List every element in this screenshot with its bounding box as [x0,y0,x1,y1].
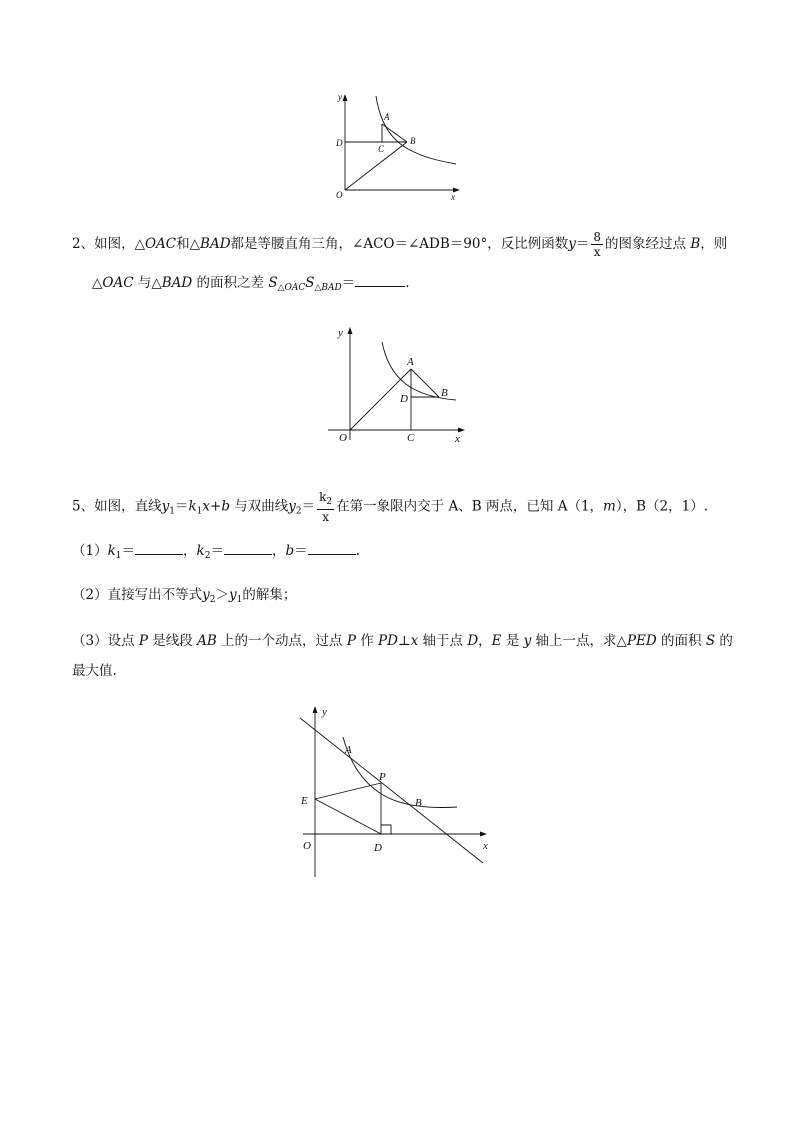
q2-var: OAC [144,236,177,252]
q2-text: △ [151,275,162,291]
label-E: E [301,795,308,807]
label-C: C [407,432,415,444]
q5-text: 轴于点 [418,633,468,649]
hyperbola [376,96,456,164]
q5-text: ＝ [301,498,316,515]
q5-text: 的解集； [242,587,297,603]
q5-text: ），B（2，1）. [615,498,708,515]
q5-part-2 [72,585,296,610]
label-A: A [384,112,390,122]
q5-text: 轴上一点，求△ [531,633,627,649]
q2-text: 和 [176,236,190,252]
q2-text: 与 [133,275,152,291]
label-y: y [322,706,327,718]
q2-text: . [405,275,410,291]
q5-var: x+b [202,498,230,515]
q5-text: ＞ [215,587,229,603]
q5-sub: 1 [169,506,175,517]
q5-var: y [161,498,170,515]
q2-angle: ∠ACO＝∠ADB＝90° [352,236,488,252]
label-C: C [378,144,385,154]
q2-sub: △OAC [277,283,306,293]
q5-part-3-line-2 [72,661,117,681]
q5-text: . [355,543,360,559]
q5-text: 5、如图，直线 [72,498,162,515]
q2-text: △ [189,236,201,252]
numerator-k: k [319,490,327,504]
fraction-denominator: x [593,245,601,259]
q5-sub: 2 [209,595,216,605]
figure-2 [322,322,472,450]
fraction-numerator: 8 [593,230,602,244]
label-O: O [303,840,311,852]
q5-text: 在第一象限内交于 A、B 两点，已知 A（1， [336,498,604,515]
line-AB [300,718,483,863]
q5-var: AB [197,633,217,649]
q5-var: P [346,633,356,649]
q5-var: P [138,633,148,649]
q2-text: ，则 [700,236,728,252]
q2-text: 都是等腰直角三角， [230,236,353,252]
q2-text: 2、如图， [72,236,135,252]
q5-var: E [491,633,502,649]
label-x: x [451,192,455,202]
q5-text: 的 [715,633,733,649]
q5-text: 与双曲线 [229,498,289,515]
q5-sub: 2 [295,506,302,517]
q5-var: m [603,498,616,515]
q5-var: k [188,498,197,515]
label-O: O [336,190,343,200]
q2-var: S [268,275,278,291]
q5-text: ＝ [174,498,189,515]
q5-text: ， [478,633,492,649]
q5-var: PD⊥x [378,633,419,649]
figure-1 [320,88,470,206]
fraction-8-over-x [591,230,603,259]
q5-sub: 1 [236,595,243,605]
answer-blank-k1[interactable] [135,542,183,555]
q5-text: ， [271,543,286,559]
q5-var: y [228,587,237,603]
answer-blank-k2[interactable] [224,542,272,555]
q2-text: 的图象经过点 [605,236,691,252]
q2-line-1 [72,230,727,259]
q2-text: △ [92,275,103,291]
label-A: A [345,744,352,756]
q5-sub: 1 [115,551,122,561]
q2-text: ＝ [341,275,356,291]
q2-text: ＝ [575,236,590,252]
q5-text: ＝ [294,543,308,559]
label-x: x [483,840,488,852]
q2-var: OAC [102,275,134,291]
q2-text: ，反比例函数 [487,236,569,252]
label-x: x [455,433,460,445]
q2-text: 的面积之差 [192,275,269,291]
label-y: y [338,92,342,102]
q5-sub: 2 [204,551,211,561]
label-P: P [379,771,386,783]
q5-var: y [202,587,210,603]
answer-blank-b[interactable] [308,542,356,555]
q5-var: y [523,633,532,649]
q5-text: （1） [72,543,108,559]
label-D: D [374,842,382,854]
q5-var: D [467,633,479,649]
q5-text: 的面积 [656,633,706,649]
q5-text: ＝ [121,543,136,559]
q5-stem [72,490,708,524]
q2-text: △ [134,236,145,252]
q2-var: y [568,236,576,252]
figure-3 [295,703,495,883]
label-B: B [441,387,448,399]
q5-sub: 1 [196,506,203,517]
q5-var: y [288,498,296,515]
q5-var: S [705,633,716,649]
label-B: B [415,797,422,809]
q2-var: BAD [200,236,231,252]
fraction-denominator: x [322,510,330,524]
label-B: B [410,136,416,146]
q5-text: 是线段 [147,633,198,649]
q2-var: BAD [161,275,193,291]
q5-text: 是 [501,633,524,649]
label-O: O [339,432,347,444]
fraction-k2-over-x [317,490,334,524]
fraction-numerator [317,490,334,510]
q5-part-1 [72,541,360,566]
label-A: A [407,356,414,368]
q5-var: k [196,543,205,559]
q2-var: B [690,236,701,252]
label-D: D [400,393,408,405]
numerator-sub: 2 [326,497,333,507]
q2-var: S [305,275,315,291]
q5-text: 作 [355,633,379,649]
q5-text: （3）设点 [72,633,139,649]
q5-text: （2）直接写出不等式 [72,587,203,603]
q5-text: ， [183,543,197,559]
q5-text: ＝ [210,543,224,559]
q5-var: b [285,543,295,559]
q5-text: 最大值. [72,663,117,679]
q2-line-2 [92,273,410,298]
label-y: y [338,327,343,339]
q5-text: 上的一个动点，过点 [216,633,347,649]
label-D: D [336,138,343,148]
q5-var: PED [626,633,657,649]
q5-part-3 [72,631,733,651]
q5-var: k [107,543,116,559]
answer-blank[interactable] [355,274,405,287]
q2-sub: △BAD [314,283,342,293]
